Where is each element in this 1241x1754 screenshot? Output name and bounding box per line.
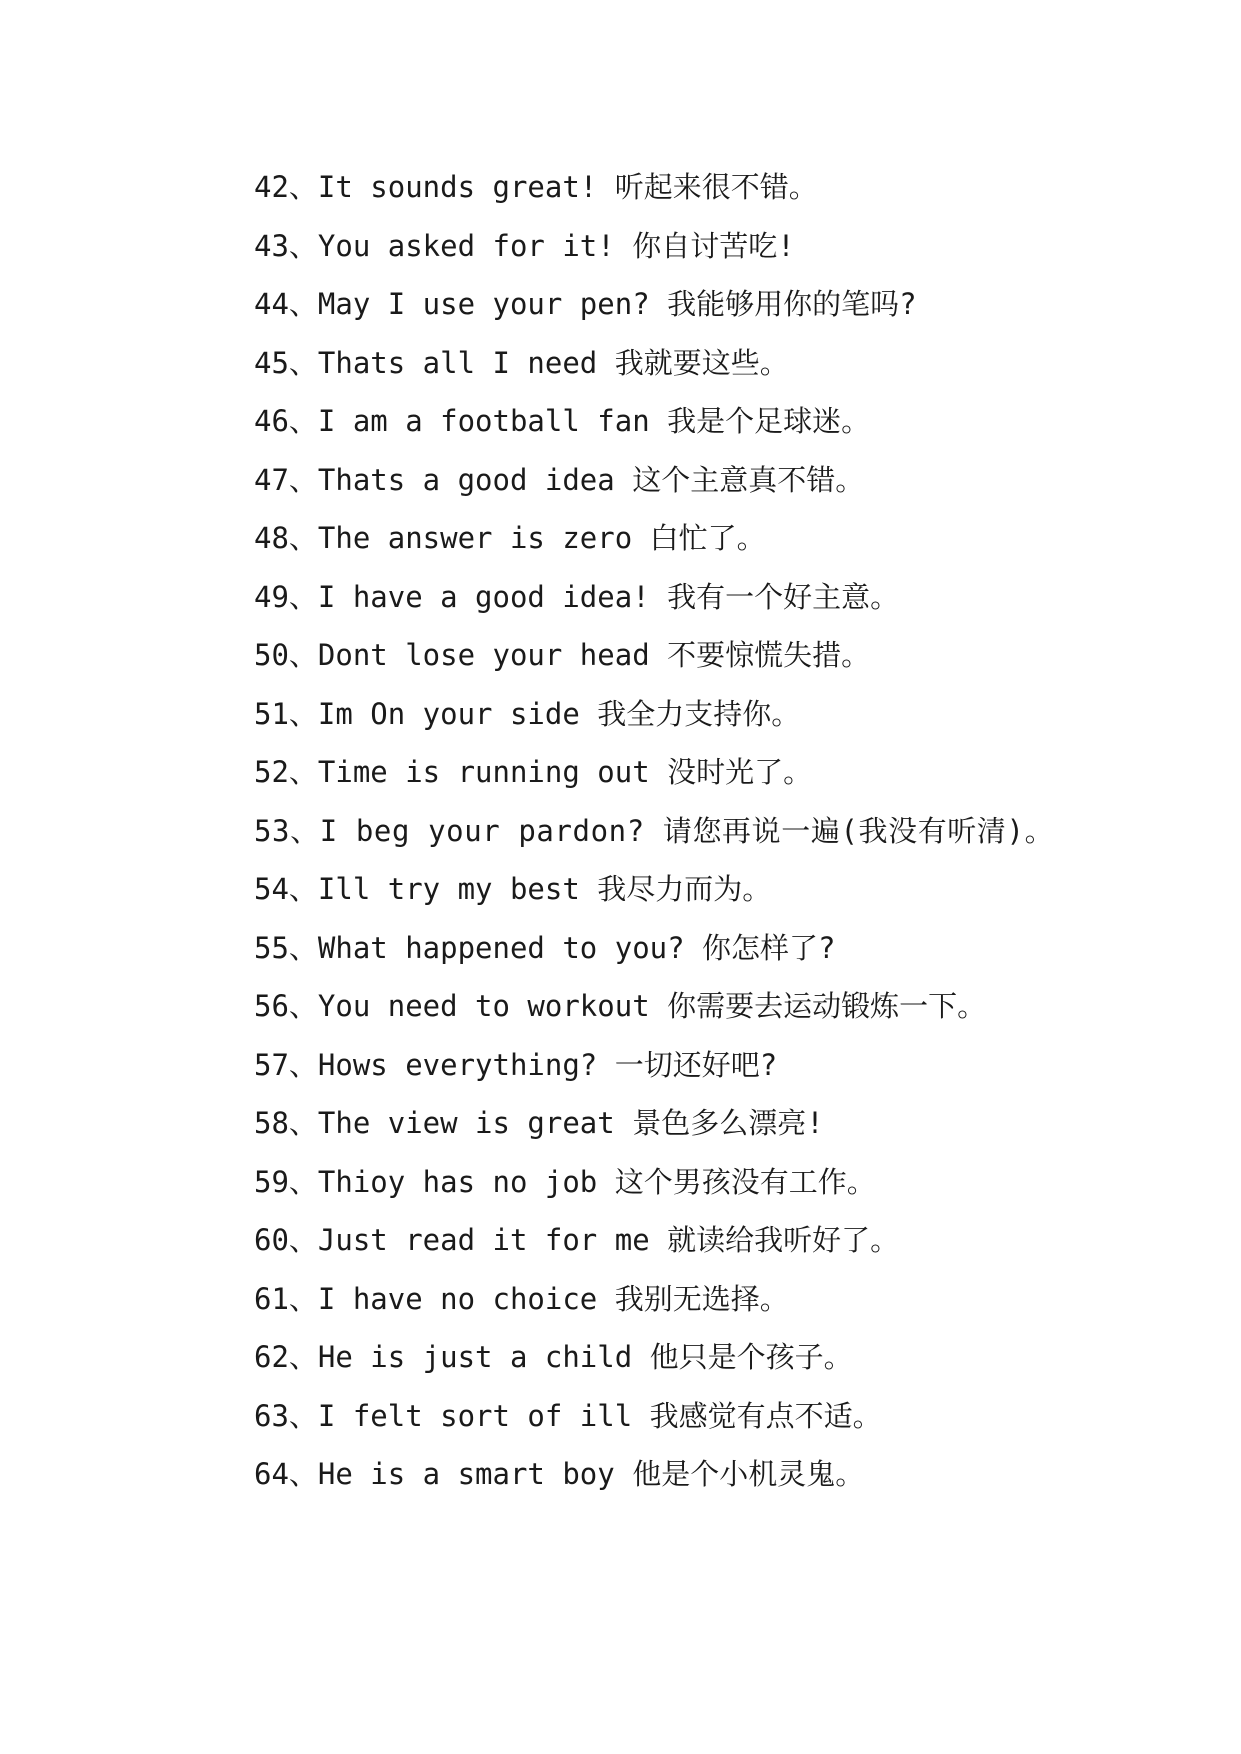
phrase-line-55: 55、What happened to you? 你怎样了? [254, 930, 836, 965]
phrase-line-61: 61、I have no choice 我别无选择。 [254, 1281, 789, 1316]
phrase-line-58: 58、The view is great 景色多么漂亮! [254, 1106, 824, 1140]
phrase-line-48: 48、The answer is zero 白忙了。 [254, 521, 766, 555]
phrase-line-47: 47、Thats a good idea 这个主意真不错。 [254, 462, 865, 497]
phrase-line-64: 64、He is a smart boy 他是个小机灵鬼。 [254, 1457, 865, 1491]
phrase-line-50: 50、Dont lose your head 不要惊慌失措。 [254, 638, 871, 672]
phrase-line-54: 54、Ill try my best 我尽力而为。 [254, 872, 772, 906]
phrase-line-59: 59、Thioy has no job 这个男孩没有工作。 [254, 1164, 876, 1199]
phrase-line-62: 62、He is just a child 他只是个孩子。 [254, 1340, 853, 1374]
phrase-line-63: 63、I felt sort of ill 我感觉有点不适。 [254, 1398, 882, 1433]
phrase-line-43: 43、You asked for it! 你自讨苦吃! [254, 228, 795, 263]
phrase-line-52: 52、Time is running out 没时光了。 [254, 755, 813, 789]
phrase-line-45: 45、Thats all I need 我就要这些。 [254, 345, 789, 380]
phrase-line-49: 49、I have a good idea! 我有一个好主意。 [254, 579, 900, 614]
phrase-line-53: 53、I beg your pardon? 请您再说一遍(我没有听清)。 [254, 813, 1055, 848]
phrase-line-51: 51、Im On your side 我全力支持你。 [254, 696, 801, 731]
phrase-line-44: 44、May I use your pen? 我能够用你的笔吗? [254, 287, 917, 321]
phrase-line-57: 57、Hows everything? 一切还好吧? [254, 1047, 778, 1082]
phrase-line-60: 60、Just read it for me 就读给我听好了。 [254, 1223, 900, 1257]
phrase-line-56: 56、You need to workout 你需要去运动锻炼一下。 [254, 989, 987, 1023]
phrase-line-42: 42、It sounds great! 听起来很不错。 [254, 170, 818, 204]
phrase-list [190, 158, 1070, 1504]
phrase-line-46: 46、I am a football fan 我是个足球迷。 [254, 404, 871, 438]
